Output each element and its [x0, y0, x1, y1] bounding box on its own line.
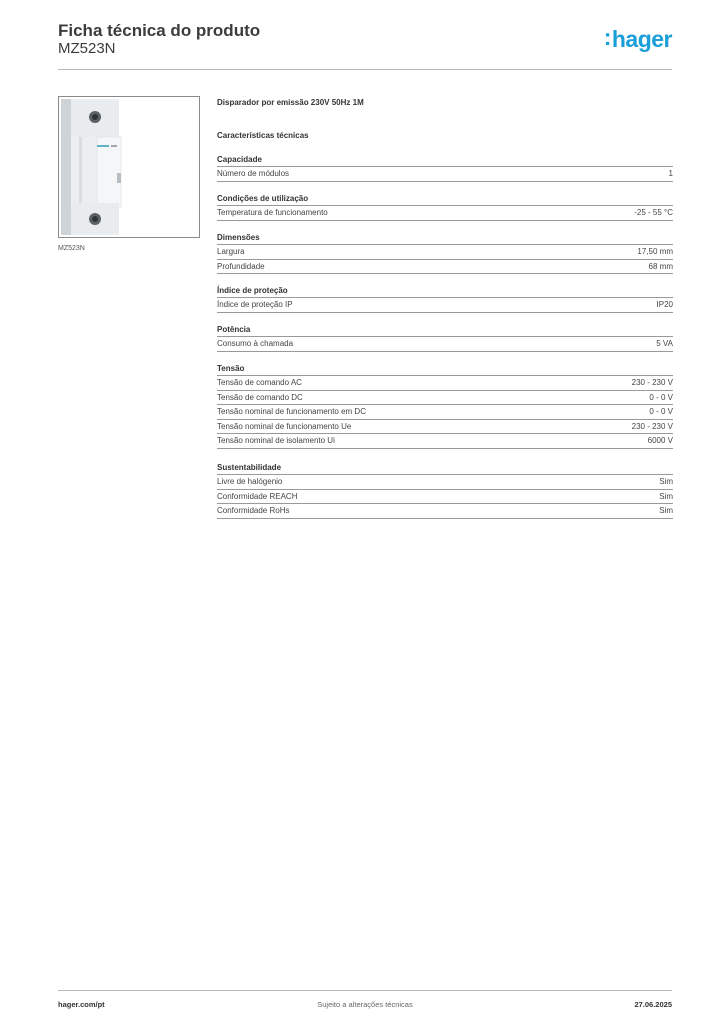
spec-value: 0 - 0 V — [649, 407, 673, 416]
spec-label: Temperatura de funcionamento — [217, 208, 328, 217]
spec-label: Tensão de comando DC — [217, 392, 303, 402]
spec-section-tensao — [217, 363, 673, 449]
spec-value: IP20 — [656, 300, 673, 309]
section-title: Índice de proteção — [217, 285, 673, 298]
section-title: Capacidade — [217, 154, 673, 167]
product-image — [58, 96, 200, 238]
spec-row — [217, 245, 673, 260]
section-title: Sustentabilidade — [217, 462, 673, 475]
logo-text: hager — [611, 26, 672, 52]
spec-value: 0 - 0 V — [649, 392, 673, 402]
page-footer — [58, 990, 672, 1015]
footer-disclaimer: Sujeito a alterações técnicas — [317, 1000, 413, 1009]
spec-label: Livre de halógenio — [217, 477, 283, 486]
spec-value: 1 — [668, 169, 673, 178]
section-title: Dimensões — [217, 232, 673, 245]
spec-row — [217, 434, 673, 449]
spec-value: Sim — [659, 477, 673, 486]
spec-value: Sim — [659, 506, 673, 515]
spec-row — [217, 490, 673, 505]
spec-row — [217, 391, 673, 406]
spec-value: 17,50 mm — [637, 247, 673, 256]
spec-value: 6000 V — [647, 436, 673, 445]
footer-website: hager.com/pt — [58, 1000, 105, 1009]
footer-date: 27.06.2025 — [634, 1000, 672, 1009]
spec-row — [217, 167, 673, 182]
product-image-caption: MZ523N — [58, 245, 85, 252]
spec-value: 230 - 230 V — [631, 378, 673, 387]
spec-row — [217, 504, 673, 519]
product-illustration — [59, 97, 199, 237]
spec-section-capacidade — [217, 154, 673, 182]
spec-label: Conformidade REACH — [217, 491, 298, 501]
spec-section-condicoes — [217, 193, 673, 221]
spec-value: -25 - 55 °C — [634, 208, 673, 217]
spec-row — [217, 405, 673, 420]
spec-label: Índice de proteção IP — [217, 300, 293, 309]
logo-colon: : — [603, 24, 611, 50]
spec-value: Sim — [659, 491, 673, 501]
spec-label: Tensão nominal de funcionamento Ue — [217, 421, 352, 431]
spec-label: Tensão nominal de isolamento Ui — [217, 436, 335, 445]
page-title: Ficha técnica do produto — [58, 21, 261, 40]
product-reference: MZ523N — [58, 40, 116, 57]
spec-label: Consumo à chamada — [217, 339, 294, 348]
spec-row — [217, 337, 673, 352]
characteristics-heading: Características técnicas — [217, 131, 309, 140]
spec-row — [217, 376, 673, 391]
spec-row — [217, 420, 673, 435]
spec-label: Profundidade — [217, 261, 265, 271]
section-title: Tensão — [217, 363, 673, 376]
spec-label: Tensão de comando AC — [217, 378, 302, 387]
section-title: Condições de utilização — [217, 193, 673, 206]
spec-section-dimensoes — [217, 232, 673, 274]
product-description: Disparador por emissão 230V 50Hz 1M — [217, 98, 364, 107]
spec-value: 230 - 230 V — [631, 421, 673, 431]
spec-value: 5 VA — [656, 339, 673, 348]
spec-section-protecao — [217, 285, 673, 313]
hager-logo — [604, 26, 672, 53]
spec-row — [217, 475, 673, 490]
spec-label: Largura — [217, 247, 245, 256]
spec-label: Tensão nominal de funcionamento em DC — [217, 407, 366, 416]
page-header — [58, 20, 672, 70]
spec-row — [217, 298, 673, 313]
spec-section-sustentabilidade — [217, 462, 673, 519]
spec-label: Conformidade RoHs — [217, 506, 290, 515]
spec-value: 68 mm — [648, 261, 673, 271]
spec-row — [217, 206, 673, 221]
section-title: Potência — [217, 324, 673, 337]
spec-row — [217, 260, 673, 275]
spec-label: Número de módulos — [217, 169, 290, 178]
spec-section-potencia — [217, 324, 673, 352]
